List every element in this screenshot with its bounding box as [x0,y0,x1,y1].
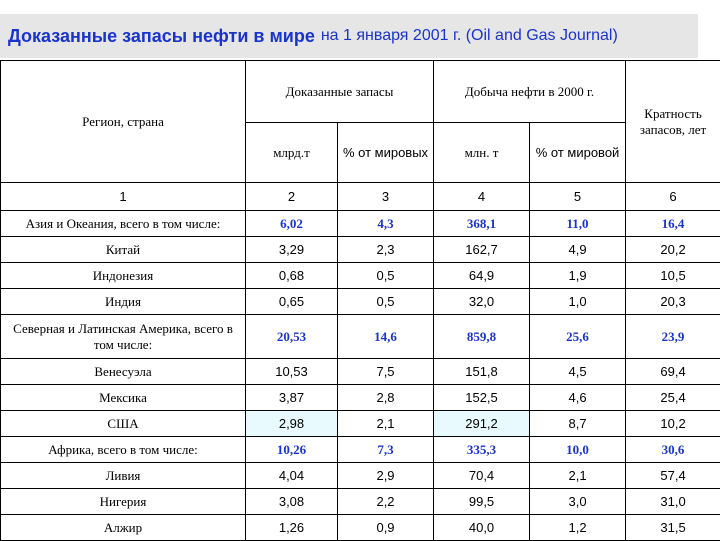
value-cell: 1,0 [530,289,626,315]
table-row [1,489,720,515]
value-cell: 70,4 [434,463,530,489]
value-cell: 1,26 [246,515,338,541]
value-cell: 4,04 [246,463,338,489]
header-row-top [1,61,720,123]
table-row [1,289,720,315]
header-production-unit: млн. т [434,123,530,183]
column-number: 4 [434,183,530,211]
table-row [1,515,720,541]
value-cell: 69,4 [626,359,720,385]
value-cell: 40,0 [434,515,530,541]
value-cell: 11,0 [530,211,626,237]
value-cell: 31,0 [626,489,720,515]
value-cell: 30,6 [626,437,720,463]
value-cell: 2,1 [530,463,626,489]
value-cell: 57,4 [626,463,720,489]
value-cell: 6,02 [246,211,338,237]
header-reserves-group: Доказанные запасы [246,61,434,123]
value-cell: 32,0 [434,289,530,315]
region-name-cell: Венесуэла [1,359,246,385]
value-cell: 152,5 [434,385,530,411]
header-region: Регион, страна [1,61,246,183]
oil-reserves-table [0,60,720,541]
value-cell: 0,5 [338,263,434,289]
table-row [1,411,720,437]
value-cell: 64,9 [434,263,530,289]
column-numbers-row [1,183,720,211]
header-reserves-share: % от мировых [338,123,434,183]
header-production-share: % от мировой [530,123,626,183]
value-cell: 10,0 [530,437,626,463]
value-cell: 2,8 [338,385,434,411]
value-cell: 20,53 [246,315,338,359]
value-cell: 4,9 [530,237,626,263]
value-cell: 0,9 [338,515,434,541]
value-cell: 3,0 [530,489,626,515]
value-cell: 20,2 [626,237,720,263]
value-cell: 25,6 [530,315,626,359]
table-row [1,359,720,385]
value-cell: 7,5 [338,359,434,385]
value-cell: 4,3 [338,211,434,237]
value-cell: 10,26 [246,437,338,463]
value-cell: 4,5 [530,359,626,385]
region-name-cell: Африка, всего в том числе: [1,437,246,463]
value-cell: 20,3 [626,289,720,315]
column-number: 6 [626,183,720,211]
value-cell: 2,3 [338,237,434,263]
value-cell: 7,3 [338,437,434,463]
value-cell: 3,29 [246,237,338,263]
header-ratio: Кратность запасов, лет [626,61,720,183]
value-cell: 4,6 [530,385,626,411]
value-cell: 23,9 [626,315,720,359]
table-row-region-total [1,315,720,359]
value-cell: 31,5 [626,515,720,541]
value-cell: 291,2 [434,411,530,437]
header-production-group: Добыча нефти в 2000 г. [434,61,626,123]
region-name-cell: Мексика [1,385,246,411]
region-name-cell: Ливия [1,463,246,489]
table-row-region-total [1,211,720,237]
region-name-cell: Азия и Океания, всего в том числе: [1,211,246,237]
title-banner [0,14,698,58]
region-name-cell: Нигерия [1,489,246,515]
value-cell: 10,2 [626,411,720,437]
region-name-cell: Индонезия [1,263,246,289]
value-cell: 1,2 [530,515,626,541]
region-name-cell: Индия [1,289,246,315]
title-main: Доказанные запасы нефти в мире [8,26,315,47]
value-cell: 0,65 [246,289,338,315]
value-cell: 0,5 [338,289,434,315]
region-name-cell: Китай [1,237,246,263]
title-subtitle: на 1 января 2001 г. (Oil and Gas Journal) [321,27,618,45]
value-cell: 335,3 [434,437,530,463]
value-cell: 2,1 [338,411,434,437]
value-cell: 162,7 [434,237,530,263]
value-cell: 2,2 [338,489,434,515]
region-name-cell: Алжир [1,515,246,541]
value-cell: 859,8 [434,315,530,359]
value-cell: 3,08 [246,489,338,515]
region-name-cell: США [1,411,246,437]
column-number: 5 [530,183,626,211]
table-row-region-total [1,437,720,463]
value-cell: 1,9 [530,263,626,289]
table-row [1,385,720,411]
table-row [1,237,720,263]
value-cell: 25,4 [626,385,720,411]
column-number: 3 [338,183,434,211]
value-cell: 14,6 [338,315,434,359]
value-cell: 8,7 [530,411,626,437]
value-cell: 16,4 [626,211,720,237]
value-cell: 0,68 [246,263,338,289]
value-cell: 2,98 [246,411,338,437]
header-reserves-unit: млрд.т [246,123,338,183]
region-name-cell: Северная и Латинская Америка, всего в том числе: [1,315,246,359]
value-cell: 10,53 [246,359,338,385]
value-cell: 151,8 [434,359,530,385]
column-number: 1 [1,183,246,211]
value-cell: 2,9 [338,463,434,489]
column-number: 2 [246,183,338,211]
table-row [1,463,720,489]
value-cell: 10,5 [626,263,720,289]
value-cell: 99,5 [434,489,530,515]
value-cell: 3,87 [246,385,338,411]
table-row [1,263,720,289]
value-cell: 368,1 [434,211,530,237]
